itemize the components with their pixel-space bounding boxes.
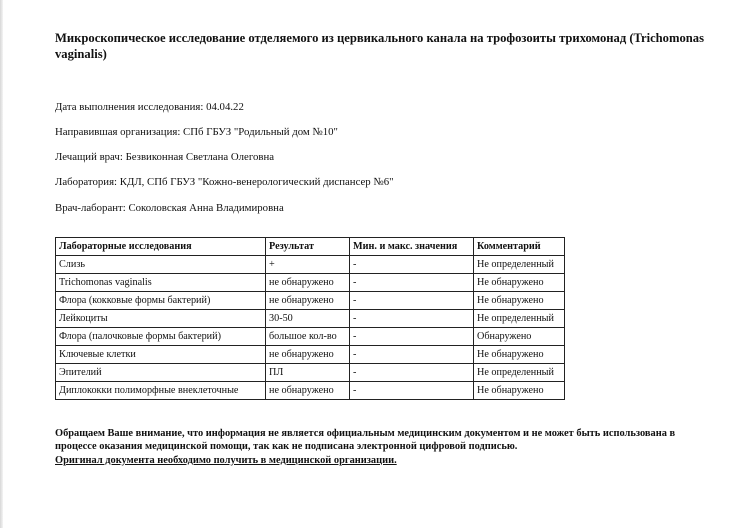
cell-range: - bbox=[350, 382, 474, 400]
cell-comment: Не обнаружено bbox=[474, 292, 565, 310]
cell-comment: Не определенный bbox=[474, 256, 565, 274]
cell-test: Эпителий bbox=[56, 364, 266, 382]
cell-test: Ключевые клетки bbox=[56, 346, 266, 364]
cell-range: - bbox=[350, 274, 474, 292]
header-range: Мин. и макс. значения bbox=[350, 238, 474, 256]
meta-organization-label: Направившая организация: bbox=[55, 126, 181, 138]
header-comment: Комментарий bbox=[474, 238, 565, 256]
table-row bbox=[56, 274, 565, 292]
header-result: Результат bbox=[266, 238, 350, 256]
page-edge bbox=[0, 0, 3, 528]
meta-doctor-value: Безвиконная Светлана Олеговна bbox=[125, 151, 275, 163]
cell-test: Лейкоциты bbox=[56, 310, 266, 328]
meta-doctor bbox=[55, 151, 274, 164]
meta-date-label: Дата выполнения исследования: bbox=[55, 101, 204, 113]
disclaimer-original-note: Оригинал документа необходимо получить в медицинской организации. bbox=[55, 454, 397, 466]
meta-doctor-label: Лечащий врач: bbox=[55, 151, 123, 163]
meta-laboratory-label: Лаборатория: bbox=[55, 176, 118, 188]
table-row bbox=[56, 292, 565, 310]
table-row bbox=[56, 346, 565, 364]
results-table bbox=[55, 237, 565, 400]
header-tests: Лабораторные исследования bbox=[56, 238, 266, 256]
cell-result: + bbox=[266, 256, 350, 274]
cell-test: Флора (палочковые формы бактерий) bbox=[56, 328, 266, 346]
cell-result: 30-50 bbox=[266, 310, 350, 328]
meta-organization bbox=[55, 126, 338, 139]
cell-comment: Не обнаружено bbox=[474, 346, 565, 364]
meta-lab-doctor-value: Соколовская Анна Владимировна bbox=[128, 202, 284, 214]
cell-result: ПЛ bbox=[266, 364, 350, 382]
disclaimer-text: Обращаем Ваше внимание, что информация не является официальным медицинским документом и не может быть использована в процессе оказания медицинской помощи, так как не подписана электронной цифровой подписью. bbox=[55, 428, 676, 453]
cell-range: - bbox=[350, 310, 474, 328]
cell-range: - bbox=[350, 256, 474, 274]
table-row bbox=[56, 310, 565, 328]
cell-comment: Не определенный bbox=[474, 364, 565, 382]
meta-lab-doctor bbox=[55, 202, 284, 215]
cell-result: не обнаружено bbox=[266, 274, 350, 292]
cell-test: Диплококки полиморфные внеклеточные bbox=[56, 382, 266, 400]
cell-result: большое кол-во bbox=[266, 328, 350, 346]
cell-test: Слизь bbox=[56, 256, 266, 274]
cell-comment: Не обнаружено bbox=[474, 382, 565, 400]
cell-result: не обнаружено bbox=[266, 346, 350, 364]
cell-comment: Не обнаружено bbox=[474, 274, 565, 292]
cell-range: - bbox=[350, 292, 474, 310]
cell-result: не обнаружено bbox=[266, 292, 350, 310]
cell-result: не обнаружено bbox=[266, 382, 350, 400]
cell-test: Trichomonas vaginalis bbox=[56, 274, 266, 292]
meta-laboratory bbox=[55, 176, 394, 189]
cell-range: - bbox=[350, 364, 474, 382]
document-title: Микроскопическое исследование отделяемого из цервикального канала на трофозоиты трихомонад (Trichomonas vaginalis) bbox=[55, 31, 704, 61]
meta-organization-value: СПб ГБУЗ "Родильный дом №10" bbox=[183, 126, 338, 138]
table-row bbox=[56, 328, 565, 346]
cell-range: - bbox=[350, 346, 474, 364]
table-row bbox=[56, 382, 565, 400]
document bbox=[55, 30, 725, 466]
cell-comment: Не определенный bbox=[474, 310, 565, 328]
meta-date-value: 04.04.22 bbox=[206, 101, 244, 113]
cell-range: - bbox=[350, 328, 474, 346]
table-row bbox=[56, 256, 565, 274]
cell-comment: Обнаружено bbox=[474, 328, 565, 346]
meta-laboratory-value: КДЛ, СПб ГБУЗ "Кожно-венерологический диспансер №6" bbox=[119, 176, 394, 188]
meta-lab-doctor-label: Врач-лаборант: bbox=[55, 202, 126, 214]
meta-date bbox=[55, 101, 244, 114]
disclaimer-notice bbox=[55, 427, 695, 467]
table-header-row bbox=[56, 238, 565, 256]
table-row bbox=[56, 364, 565, 382]
cell-test: Флора (кокковые формы бактерий) bbox=[56, 292, 266, 310]
